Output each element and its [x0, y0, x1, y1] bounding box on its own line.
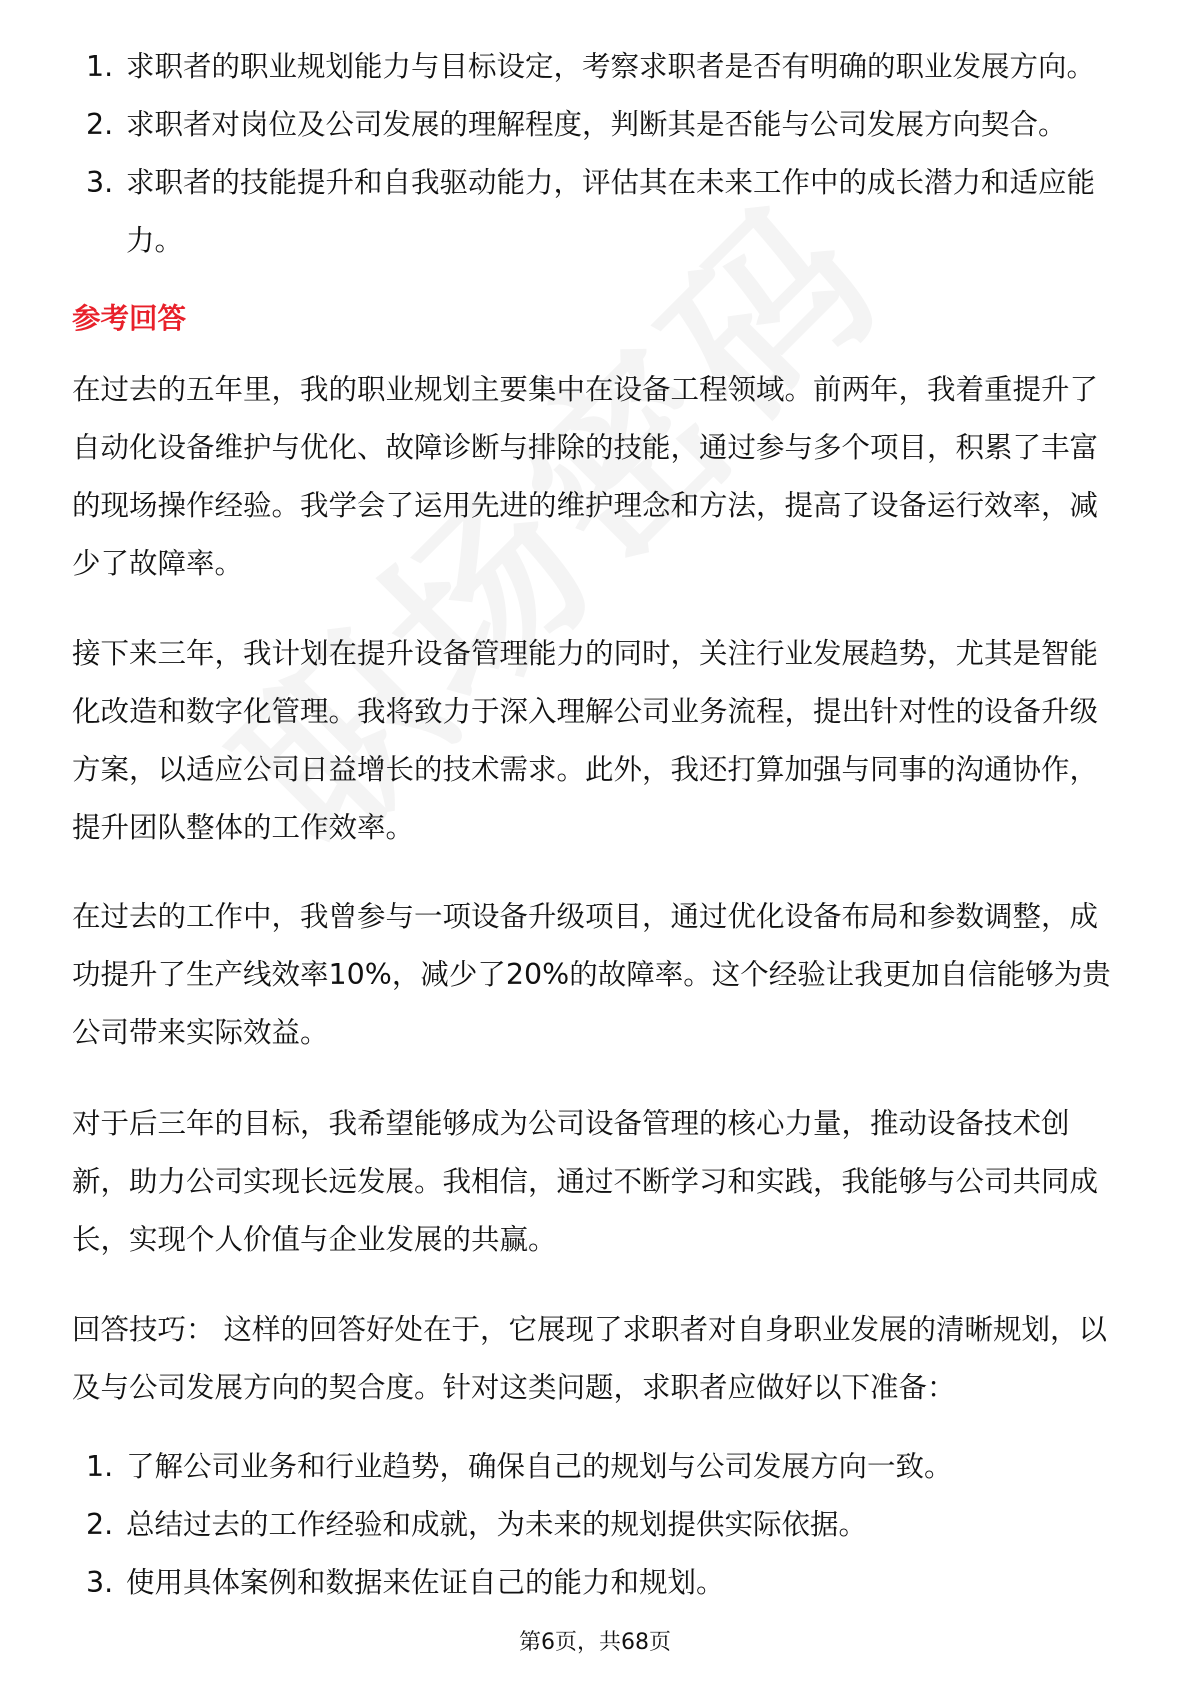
list-item-number: 3. [86, 166, 114, 199]
list-item [72, 1554, 1122, 1612]
preparation-list [72, 1438, 1122, 1612]
section-heading: 参考回答 [72, 302, 187, 335]
list-item-text: 求职者的职业规划能力与目标设定，考察求职者是否有明确的职业发展方向。 [126, 50, 1096, 83]
answer-paragraph: 在过去的工作中，我曾参与一项设备升级项目，通过优化设备布局和参数调整，成功提升了生产线效率10%，减少了20%的故障率。这个经验让我更加自信能够为贵公司带来实际效益。 [72, 900, 1111, 1049]
list-item-text: 求职者对岗位及公司发展的理解程度，判断其是否能与公司发展方向契合。 [126, 108, 1067, 141]
list-item [72, 96, 1122, 154]
list-item-number: 1. [86, 1450, 114, 1483]
list-item-number: 2. [86, 1508, 114, 1541]
list-item-text: 求职者的技能提升和自我驱动能力，评估其在未来工作中的成长潜力和适应能力。 [126, 166, 1096, 257]
list-item-text: 使用具体案例和数据来佐证自己的能力和规划。 [126, 1566, 725, 1599]
list-item [72, 154, 1122, 270]
answer-paragraph: 在过去的五年里，我的职业规划主要集中在设备工程领域。前两年，我着重提升了自动化设备维护与优化、故障诊断与排除的技能，通过参与多个项目，积累了丰富的现场操作经验。我学会了运用先进的维护理念和方法，提高了设备运行效率，减少了故障率。 [72, 373, 1099, 580]
list-item [72, 1496, 1122, 1554]
tips-paragraph: 回答技巧： 这样的回答好处在于，它展现了求职者对自身职业发展的清晰规划，以及与公司发展方向的契合度。针对这类问题，求职者应做好以下准备： [72, 1313, 1108, 1404]
list-item-text: 了解公司业务和行业趋势，确保自己的规划与公司发展方向一致。 [126, 1450, 953, 1483]
answer-paragraph: 对于后三年的目标，我希望能够成为公司设备管理的核心力量，推动设备技术创新，助力公司实现长远发展。我相信，通过不断学习和实践，我能够与公司共同成长，实现个人价值与企业发展的共赢。 [72, 1107, 1099, 1256]
list-item [72, 1438, 1122, 1496]
page-number-footer: 第6页，共68页 [519, 1630, 671, 1655]
answer-paragraph: 接下来三年，我计划在提升设备管理能力的同时，关注行业发展趋势，尤其是智能化改造和数字化管理。我将致力于深入理解公司业务流程，提出针对性的设备升级方案，以适应公司日益增长的技术需求。此外，我还打算加强与同事的沟通协作，提升团队整体的工作效率。 [72, 637, 1099, 844]
list-item-number: 3. [86, 1566, 114, 1599]
list-item [72, 38, 1122, 96]
evaluation-points-list [72, 38, 1122, 270]
list-item-number: 1. [86, 50, 114, 83]
list-item-text: 总结过去的工作经验和成就，为未来的规划提供实际依据。 [126, 1508, 868, 1541]
list-item-number: 2. [86, 108, 114, 141]
